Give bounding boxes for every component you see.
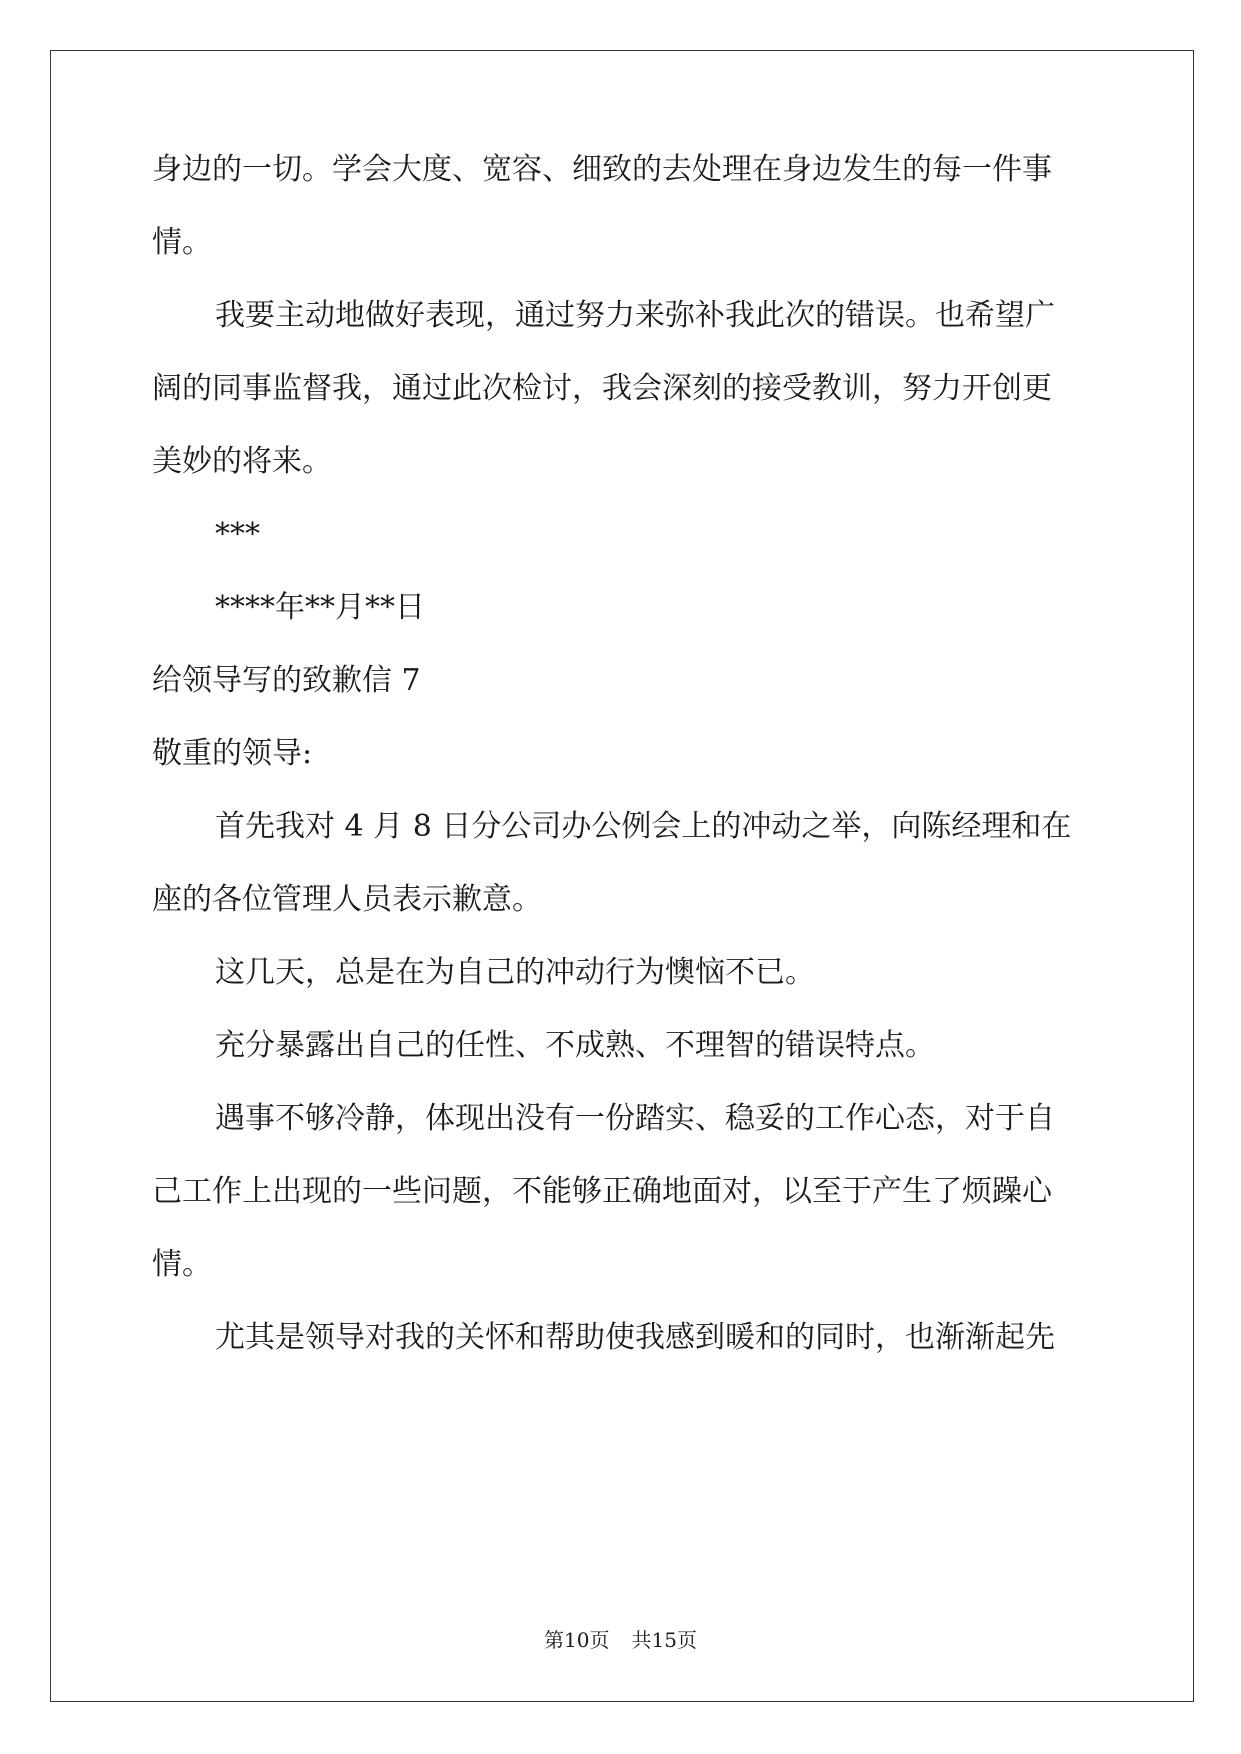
body-line: 我要主动地做好表现，通过努力来弥补我此次的错误。也希望广	[215, 298, 1055, 333]
page-total: 共15页	[631, 1628, 697, 1652]
body-line: 尤其是领导对我的关怀和帮助使我感到暖和的同时，也渐渐起先	[215, 1320, 1055, 1355]
body-line: 己工作上出现的一些问题，不能够正确地面对，以至于产生了烦躁心	[152, 1174, 1052, 1209]
body-line: 情。	[152, 225, 212, 260]
body-line: 首先我对 4 月 8 日分公司办公例会上的冲动之举，向陈经理和在	[215, 809, 1072, 844]
body-line: 遇事不够冷静，体现出没有一份踏实、稳妥的工作心态，对于自	[215, 1101, 1055, 1136]
salutation: 敬重的领导:	[152, 736, 313, 771]
body-line: 充分暴露出自己的任性、不成熟、不理智的错误特点。	[215, 1028, 935, 1063]
date-line: ****年**月**日	[215, 590, 425, 625]
body-line: 座的各位管理人员表示歉意。	[152, 882, 542, 917]
body-line: 这几天，总是在为自己的冲动行为懊恼不已。	[215, 955, 815, 990]
body-line: 美妙的将来。	[152, 444, 332, 479]
body-line: 情。	[152, 1247, 212, 1282]
body-line: 身边的一切。学会大度、宽容、细致的去处理在身边发生的每一件事	[152, 152, 1052, 187]
signature: ***	[215, 517, 260, 552]
section-title: 给领导写的致歉信 7	[152, 663, 421, 698]
page-footer	[0, 1628, 1241, 1652]
page-number: 第10页	[544, 1628, 610, 1652]
body-line: 阔的同事监督我，通过此次检讨，我会深刻的接受教训，努力开创更	[152, 371, 1052, 406]
